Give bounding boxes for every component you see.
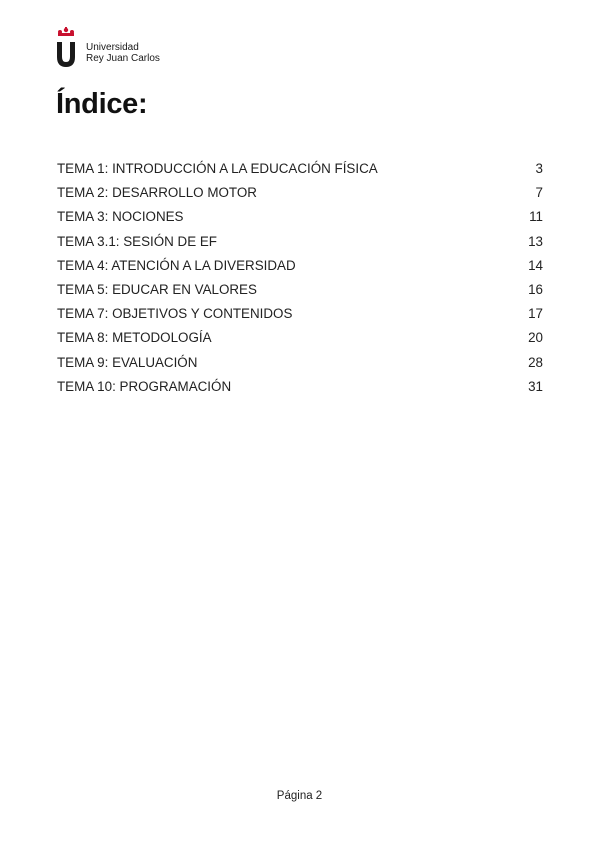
toc-entry-label: TEMA 7: OBJETIVOS Y CONTENIDOS [57,306,293,322]
toc-entry-label: TEMA 3.1: SESIÓN DE EF [57,233,217,249]
toc-entry-label: TEMA 4: ATENCIÓN A LA DIVERSIDAD [57,257,296,273]
toc-entry[interactable] [57,279,543,303]
toc-entry[interactable] [57,327,543,351]
toc-entry-label: TEMA 9: EVALUACIÓN [57,354,198,370]
toc-entry-page: 11 [529,209,543,225]
toc-entry-label: TEMA 8: METODOLOGÍA [57,330,212,346]
toc-entry-page: 13 [528,233,543,249]
toc-entry[interactable] [57,376,543,400]
toc-entry-label: TEMA 2: DESARROLLO MOTOR [57,185,257,201]
toc-entry-page: 3 [535,161,543,176]
toc-entry-page: 14 [528,257,543,273]
toc-entry[interactable] [57,303,543,327]
toc-entry-page: 28 [528,354,543,370]
toc-entry[interactable] [57,158,543,182]
page-title: Índice: [56,88,148,120]
toc-entry-label: TEMA 1: INTRODUCCIÓN A LA EDUCACIÓN FÍSICA [57,161,378,176]
toc-entry[interactable] [57,255,543,279]
toc-entry-page: 31 [528,378,543,394]
toc-entry[interactable] [57,206,543,230]
toc-entry[interactable] [57,352,543,376]
toc-entry-page: 20 [528,330,543,346]
toc-entry[interactable] [57,231,543,255]
university-logo [55,27,160,67]
urjc-crown-u-icon [55,27,77,67]
toc-entry-label: TEMA 3: NOCIONES [57,209,184,225]
toc-entry-page: 17 [528,306,543,322]
table-of-contents [57,158,543,400]
toc-entry-label: TEMA 10: PROGRAMACIÓN [57,378,232,394]
university-name-line1: Universidad [86,42,139,53]
university-name [86,42,160,64]
university-name-line2: Rey Juan Carlos [86,53,160,64]
page-number: Página 2 [276,790,323,802]
toc-entry[interactable] [57,182,543,206]
toc-entry-page: 7 [535,185,543,201]
toc-entry-label: TEMA 5: EDUCAR EN VALORES [57,281,257,297]
toc-entry-page: 16 [528,281,543,297]
